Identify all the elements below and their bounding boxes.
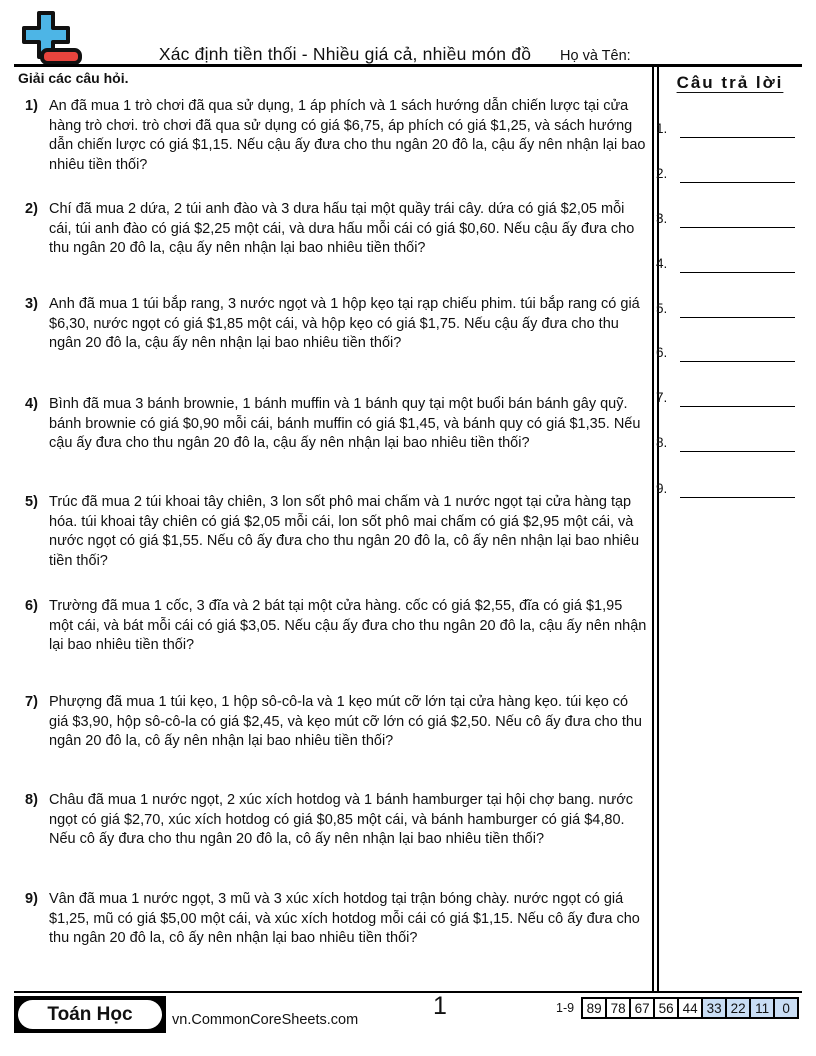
website-url: vn.CommonCoreSheets.com xyxy=(172,1012,359,1028)
header-divider xyxy=(14,64,802,67)
score-cell: 0 xyxy=(773,997,799,1019)
score-range-label: 1-9 xyxy=(556,1001,575,1015)
score-table xyxy=(556,997,799,1019)
page-number: 1 xyxy=(433,992,447,1020)
question-number: 7) xyxy=(25,694,38,710)
answer-row-6 xyxy=(656,345,800,369)
question-text: Chí đã mua 2 dứa, 2 túi anh đào và 3 dưa hấu tại một quầy trái cây. dứa có giá $2,05 mỗi cái, túi anh đào có giá $2,25 một cái, và dưa hấu mỗi cái có giá $0,60. Nếu cậu ấy đưa cho thu ngân 20 đô la, cậu ấy nên nhận lại bao nhiêu tiền thối? xyxy=(49,201,635,256)
score-cell: 33 xyxy=(701,997,727,1019)
score-cell: 78 xyxy=(605,997,631,1019)
question-number: 3) xyxy=(25,296,38,312)
answer-number: 1. xyxy=(656,121,668,136)
answer-number: 2. xyxy=(656,166,668,181)
answer-blank-line[interactable] xyxy=(680,317,795,318)
answer-number: 7. xyxy=(656,390,668,405)
answer-row-7 xyxy=(656,390,800,414)
answer-number: 5. xyxy=(656,301,668,316)
question-number: 2) xyxy=(25,201,38,217)
question-text: Phượng đã mua 1 túi kẹo, 1 hộp sô-cô-la và 1 kẹo mút cỡ lớn tại cửa hàng kẹo. túi kẹo có giá $3,90, hộp sô-cô-la có giá $2,45, và kẹo mút cỡ lớn có giá $2,50. Nếu cô ấy đưa cho thu ngân 20 đô la, cô ấy nên nhận lại bao nhiêu tiền thối? xyxy=(49,694,642,749)
instructions-label: Giải các câu hỏi. xyxy=(18,70,129,86)
question-number: 5) xyxy=(25,494,38,510)
question-item-1 xyxy=(25,97,647,175)
answer-blank-line[interactable] xyxy=(680,272,795,273)
answer-blank-line[interactable] xyxy=(680,227,795,228)
question-item-4 xyxy=(25,395,647,454)
score-cell: 11 xyxy=(749,997,775,1019)
question-item-3 xyxy=(25,295,647,354)
score-cell: 56 xyxy=(653,997,679,1019)
answer-blank-line[interactable] xyxy=(680,497,795,498)
question-text: Trường đã mua 1 cốc, 3 đĩa và 2 bát tại một cửa hàng. cốc có giá $2,55, đĩa có giá $1,95 một cái, và bát mỗi cái có giá $3,05. Nếu cậu ấy đưa cho thu ngân 20 đô la, cậu ấy nên nhận lại bao nhiêu tiền thối? xyxy=(49,598,647,653)
answer-row-3 xyxy=(656,211,800,235)
plus-minus-logo-icon xyxy=(14,10,84,70)
question-number: 8) xyxy=(25,792,38,808)
answer-blank-line[interactable] xyxy=(680,406,795,407)
answer-blank-line[interactable] xyxy=(680,137,795,138)
question-number: 6) xyxy=(25,598,38,614)
answer-row-1 xyxy=(656,121,800,145)
question-item-5 xyxy=(25,493,647,571)
answer-number: 9. xyxy=(656,481,668,496)
score-cells xyxy=(581,997,799,1019)
score-cell: 67 xyxy=(629,997,655,1019)
question-text: Trúc đã mua 2 túi khoai tây chiên, 3 lon sốt phô mai chấm và 1 nước ngọt tại cửa hàng tạp hóa. túi khoai tây chiên có giá $2,05 mỗi cái, lon sốt phô mai chấm có giá $2,95 một cái, và nước ngọt có giá $1,55. Nếu cô ấy đưa cho thu ngân 20 đô la, cô ấy nên nhận lại bao nhiêu tiền thối? xyxy=(49,494,640,569)
question-text: Châu đã mua 1 nước ngọt, 2 xúc xích hotdog và 1 bánh hamburger tại hội chợ bang. nước ngọt có giá $2,70, xúc xích hotdog có giá $0,85 một cái, và bánh hamburger có giá $4,80. Nếu cô ấy đưa cho thu ngân 20 đô la, cô ấy nên nhận lại bao nhiêu tiền thối? xyxy=(49,792,633,847)
question-item-6 xyxy=(25,597,647,656)
answer-number: 4. xyxy=(656,256,668,271)
question-item-7 xyxy=(25,693,647,752)
score-cell: 89 xyxy=(581,997,607,1019)
question-text: An đã mua 1 trò chơi đã qua sử dụng, 1 áp phích và 1 sách hướng dẫn chiến lược tại cửa hàng trò chơi. trò chơi đã qua sử dụng có giá $6,75, áp phích có giá $1,25, và sách hướng dẫn chiến lược có giá $1,15. Nếu cậu ấy đưa cho thu ngân 20 đô la, cậu ấy nên nhận lại bao nhiêu tiền thối? xyxy=(49,98,646,173)
subject-badge-label: Toán Học xyxy=(18,1000,162,1029)
question-text: Bình đã mua 3 bánh brownie, 1 bánh muffin và 1 bánh quy tại một buổi bán bánh gây quỹ. bánh brownie có giá $0,90 mỗi cái, bánh muffin có giá $1,45, và bánh quy có giá $1,35. Nếu cậu ấy đưa cho thu ngân 20 đô la, cậu ấy nên nhận lại bao nhiêu tiền thối? xyxy=(49,396,641,451)
answer-blank-line[interactable] xyxy=(680,182,795,183)
answer-row-9 xyxy=(656,481,800,505)
answer-number: 8. xyxy=(656,435,668,450)
question-item-2 xyxy=(25,200,647,259)
question-item-8 xyxy=(25,791,647,850)
question-number: 1) xyxy=(25,98,38,114)
question-number: 4) xyxy=(25,396,38,412)
answer-blank-line[interactable] xyxy=(680,361,795,362)
answer-row-2 xyxy=(656,166,800,190)
answer-row-8 xyxy=(656,435,800,459)
answer-number: 6. xyxy=(656,345,668,360)
question-item-9 xyxy=(25,890,647,949)
subject-badge xyxy=(14,996,166,1033)
answer-blank-line[interactable] xyxy=(680,451,795,452)
answer-row-4 xyxy=(656,256,800,280)
question-text: Anh đã mua 1 túi bắp rang, 3 nước ngọt và 1 hộp kẹo tại rạp chiếu phim. túi bắp rang có giá $6,30, nước ngọt có giá $1,85 một cái, và hộp kẹo có giá $1,75. Nếu cậu ấy đưa cho thu ngân 20 đô la, cậu ấy nên nhận lại bao nhiêu tiền thối? xyxy=(49,296,640,351)
question-text: Vân đã mua 1 nước ngọt, 3 mũ và 3 xúc xích hotdog tại trận bóng chày. nước ngọt có giá $1,25, mũ có giá $5,00 một cái, và xúc xích hotdog mỗi cái có giá $1,15. Nếu cô ấy đưa cho thu ngân 20 đô la, cô ấy nên nhận lại bao nhiêu tiền thối? xyxy=(49,891,640,946)
answer-row-5 xyxy=(656,301,800,325)
name-label: Họ và Tên: xyxy=(560,48,631,64)
answers-title: Câu trả lời xyxy=(676,73,784,92)
answers-column-divider xyxy=(652,67,659,991)
question-number: 9) xyxy=(25,891,38,907)
score-cell: 22 xyxy=(725,997,751,1019)
score-cell: 44 xyxy=(677,997,703,1019)
answer-number: 3. xyxy=(656,211,668,226)
page-title: Xác định tiền thối - Nhiều giá cả, nhiều món đồ xyxy=(158,44,532,64)
